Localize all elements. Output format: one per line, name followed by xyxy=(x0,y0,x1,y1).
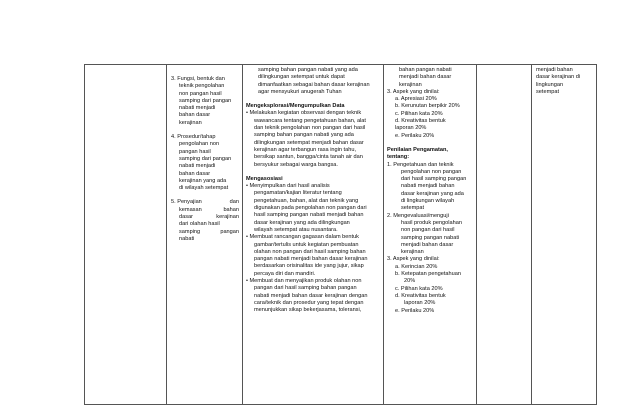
col3-top-line: dilingkungan setempat untuk dapat xyxy=(258,74,345,81)
col3-top-line: samping bahan pangan nabati yang ada xyxy=(258,67,358,73)
col3-bullet-line: percaya diri dan mandiri. xyxy=(254,270,316,277)
col3-bullet-line: • Membuat dan menyajikan produk olahan non xyxy=(246,278,362,285)
col2-item5-left: samping xyxy=(179,228,201,235)
col2-item5-line xyxy=(171,199,239,206)
col2-item3-line: teknik pengolahan xyxy=(179,83,225,90)
column-1-cell xyxy=(85,65,167,405)
column-6-cell xyxy=(532,65,597,405)
col3-bullet-line: • Membuat rancangan gagasan dalam bentuk xyxy=(246,234,359,241)
col3-bullet-line: digunakan pada pengolahan non pangan dari xyxy=(254,205,367,212)
aspect-item: laporan 20% xyxy=(404,300,436,307)
col2-item5-line xyxy=(171,229,239,236)
col2-item5-right: bahan xyxy=(223,206,239,213)
col2-item5-line: dari olahan hasil xyxy=(179,221,220,228)
col3-bullet-line: bersikap santun, bangga/cinta tanah air dan xyxy=(254,154,363,161)
aspect-item: c. Pilihan kata 20% xyxy=(395,285,443,292)
section-title-associate: Mengasosiasi xyxy=(246,175,283,182)
column-3-cell xyxy=(243,65,384,405)
col2-item3-line: 3. Fungsi, bentuk dan xyxy=(171,76,225,82)
assessment-line: kerajinan xyxy=(401,249,424,256)
section-title-explore: Mengeksplorasi/Mengumpulkan Data xyxy=(246,103,345,110)
aspect-item: c. Pilihan kata 20% xyxy=(395,110,443,117)
assessment-line: dari hasil samping pangan xyxy=(401,176,467,183)
aspect-item: laporan 20% xyxy=(395,125,427,132)
col3-bullet-line: wawancara tentang pengetahuan bahan, alat xyxy=(254,117,366,124)
assessment-line: menjadi bahan dasar xyxy=(401,241,454,248)
aspect-item: b. Ketepatan pengetahuan xyxy=(395,271,461,278)
col4-top-line: menjadi bahan dasar xyxy=(399,74,452,81)
col2-item4-line: bahan dasar xyxy=(179,170,211,177)
assessment-line: samping pangan nabati xyxy=(401,234,460,241)
assessment-title: Penilaian Pengamatan, xyxy=(387,146,448,153)
col3-bullet-line: dilingkungan setempat menjadi bahan dasar xyxy=(254,139,364,146)
col3-bullet-line: • Melakukan kegiatan observasi dengan teknik xyxy=(246,110,362,117)
column-5-cell xyxy=(477,65,532,405)
col2-item4-line: samping dari pangan xyxy=(179,155,232,162)
col3-bullet-line: gambar/tertulis untuk kegiatan pembuatan xyxy=(254,241,359,248)
assessment-line: di lingkungan wilayah xyxy=(401,198,455,205)
col3-top-line: dimanfaatkan sebagai bahan dasar kerajinan xyxy=(258,81,370,88)
col2-item4-line: di wilayah setempat xyxy=(179,185,229,192)
col4-top-line: bahan pangan nabati xyxy=(399,67,452,73)
col3-bullet-line: dan teknik pengolahan non pangan dari hasil xyxy=(254,125,366,132)
col3-bullet-line: samping bahan pangan nabati yang ada xyxy=(254,132,354,139)
assessment-line: pengolahan non pangan xyxy=(401,168,462,175)
assessment-subtitle: tentang: xyxy=(387,154,410,161)
col2-item5-line xyxy=(171,207,239,214)
aspect-item: e. Perilaku 20% xyxy=(395,132,435,139)
col3-bullet-line: kerajinan agar terbangun rasa ingin tahu, xyxy=(254,146,357,153)
column-2-cell xyxy=(167,65,243,405)
col2-item4-line: pangan hasil xyxy=(179,148,211,155)
aspect-item: d. Kreativitas bentuk xyxy=(395,118,446,125)
col3-bullet-line: wilayah setempat atau nusantara. xyxy=(254,226,338,233)
assessment-line: setempat xyxy=(401,205,425,212)
assessment-line: hasil produk pengolahan xyxy=(401,219,462,226)
col2-item4-line: nabati menjadi xyxy=(179,163,216,170)
col3-bullet-line: cara/teknik dan prosedur yang tepat dengan xyxy=(254,299,364,306)
col2-item5-left: kemasan xyxy=(179,206,202,213)
col3-bullet-line: berdasarkan orisinalitas ide yang jujur, sikap xyxy=(254,263,364,270)
aspect-title: 3. Aspek yang dinilai: xyxy=(387,256,440,263)
aspect-item: 20% xyxy=(404,278,416,285)
col3-bullet-line: nabati menjadi bahan dasar kerajinan dengan xyxy=(254,292,368,299)
aspect-item: a. Kerincian 20% xyxy=(395,263,438,270)
col3-bullet-line: menunjukkan sikap bekerjasama, toleransi, xyxy=(254,307,362,314)
col2-item3-line: samping dari pangan xyxy=(179,97,232,104)
col3-bullet-line: bersyukur sebagai warga bangsa. xyxy=(254,161,338,168)
col3-bullet-line: dasar kerajinan yang ada dilingkungan xyxy=(254,219,350,226)
col2-item4-line: 4. Prosedur/tahap xyxy=(171,134,216,141)
col3-bullet-line: hasil samping pangan nabati menjadi bahan xyxy=(254,212,364,219)
lesson-plan-table xyxy=(84,64,597,405)
col2-item5-left: dasar xyxy=(179,214,193,221)
aspect-title: 3. Aspek yang dinilai: xyxy=(387,88,440,95)
col2-item5-right: kerajinan xyxy=(216,214,239,221)
column-4-cell xyxy=(384,65,477,405)
col2-item5-right: pangan xyxy=(220,228,239,235)
col2-item5-line xyxy=(171,214,239,221)
col6-line: menjadi bahan xyxy=(536,67,573,73)
col2-item5-right: dan xyxy=(229,199,239,206)
col3-bullet-line: pangan nabati menjadi bahan dasar kerajinan xyxy=(254,256,368,263)
table-row xyxy=(85,65,597,405)
col2-item3-line: kerajinan xyxy=(179,119,202,126)
aspect-item: d. Kreativitas bentuk xyxy=(395,292,446,299)
col3-bullet-line: • Menyimpulkan dari hasil analisis xyxy=(246,183,330,190)
assessment-line: non pangan dari hasil xyxy=(401,227,455,234)
col3-bullet-line: pangan dari hasil samping bahan pangan xyxy=(254,285,357,292)
col6-line: setempat xyxy=(536,88,560,95)
col2-item3-line: nabati menjadi xyxy=(179,105,216,112)
aspect-item: b. Kerunutan berpikir 20% xyxy=(395,103,460,110)
col6-line: lingkungan xyxy=(536,81,564,88)
col6-line: dasar kerajinan di xyxy=(536,74,581,81)
col2-item4-line: pengolahan non xyxy=(179,141,220,148)
col2-item5-left: 5. Penyajian xyxy=(171,199,202,206)
col3-top-line: agar mensyukuri anugerah Tuhan xyxy=(258,88,342,95)
aspect-item: e. Perilaku 20% xyxy=(395,307,435,314)
assessment-line: dasar kerajinan yang ada xyxy=(401,190,464,197)
aspect-item: a. Apresiasi 20% xyxy=(395,96,437,103)
assessment-line: nabati menjadi bahan xyxy=(401,183,455,190)
col3-bullet-line: olahan non pangan dari hasil samping bahan xyxy=(254,248,366,255)
assessment-line: 2. Mengevaluasi/menguji xyxy=(387,212,449,219)
assessment-line: 1. Pengetahuan dan teknik xyxy=(387,161,454,168)
col2-item3-line: non pangan hasil xyxy=(179,90,222,97)
col4-top-line: kerajinan xyxy=(399,81,422,88)
col2-item4-line: kerajinan yang ada xyxy=(179,177,227,184)
col2-item5-line: nabati xyxy=(179,235,195,242)
col2-item3-line: bahan dasar xyxy=(179,112,211,119)
col3-bullet-line: pengetahuan, bahan, alat dan teknik yang xyxy=(254,197,359,204)
col3-bullet-line: pengamatan/kajian literatur tentang xyxy=(254,190,342,197)
